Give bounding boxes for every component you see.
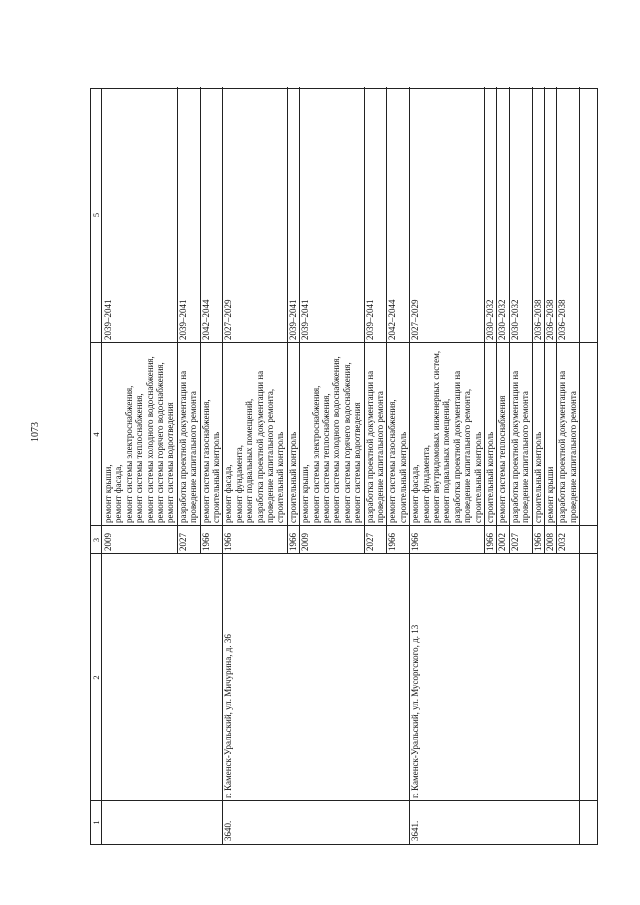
row-year: 2002	[497, 533, 508, 551]
row-period: 2042–2044	[200, 299, 211, 340]
row-period: 2030–2032	[485, 299, 495, 340]
row-period: 2039–2041	[364, 299, 375, 340]
work-line: ремонт системы теплоснабжения	[497, 395, 508, 523]
row-year: 1966	[287, 533, 298, 551]
row-period: 2039–2041	[300, 299, 311, 340]
column-divider	[91, 525, 597, 526]
work-line: строительный контроль	[472, 431, 483, 523]
work-line: ремонт системы газоснабжения,	[200, 399, 211, 523]
row-period: 2027–2029	[223, 299, 234, 340]
work-line: ремонт системы электроснабжения,	[310, 385, 321, 523]
work-line: строительный контроль	[211, 431, 221, 523]
header-cell: 5	[91, 212, 101, 218]
header-cell: 4	[91, 432, 101, 437]
row-period: 2036–2038	[532, 299, 543, 340]
work-line: проведение капитального ремонта	[188, 391, 199, 523]
work-line: разработка проектной документации на	[254, 370, 265, 523]
row-year: 1966	[410, 533, 421, 551]
work-line: разработка проектной документации на	[177, 370, 188, 523]
work-line: строительный контроль	[397, 431, 408, 523]
work-line: строительный контроль	[287, 431, 298, 523]
work-line: ремонт крыши,	[103, 464, 113, 523]
column-divider	[91, 342, 597, 343]
work-line: проведение капитального ремонта,	[265, 388, 275, 523]
row-year: 2027	[364, 533, 375, 551]
column-divider	[91, 800, 597, 801]
work-line: ремонт системы газоснабжения,	[387, 399, 398, 523]
section-divider	[579, 554, 580, 844]
header-cell: 3	[91, 537, 101, 543]
table-header	[91, 89, 102, 844]
work-line: проведение капитального ремонта	[520, 391, 531, 523]
header-cell: 1	[91, 820, 101, 825]
work-line: ремонт подвальных помещений,	[441, 398, 452, 523]
work-line: ремонт фундамента,	[233, 445, 244, 523]
work-line: ремонт системы холодного водоснабжения,	[331, 356, 342, 523]
row-period: 2030–2032	[509, 299, 520, 340]
work-line: разработка проектной документации на	[451, 370, 462, 523]
work-line: ремонт внутридомовых инженерных систем,	[431, 350, 441, 523]
work-line: ремонт системы холодного водоснабжения,	[144, 356, 155, 523]
work-line: строительный контроль	[485, 431, 495, 523]
capital-repair-table	[90, 88, 598, 845]
row-year: 2009	[103, 533, 113, 551]
work-line: строительный контроль	[275, 431, 286, 523]
row-period: 2030–2032	[497, 299, 508, 340]
object-address: г. Каменск-Уральский, ул. Мусоргского, д. 13	[410, 624, 421, 798]
work-line: ремонт крыши,	[300, 464, 311, 523]
row-divider	[579, 87, 580, 554]
row-year: 2027	[177, 533, 188, 551]
row-period: 2042–2044	[387, 299, 398, 340]
row-period: 2039–2041	[103, 299, 113, 340]
row-period: 2039–2041	[177, 299, 188, 340]
work-line: ремонт системы теплоснабжения,	[134, 393, 145, 523]
row-period: 2036–2038	[545, 299, 555, 340]
row-year: 1966	[223, 533, 234, 551]
work-line: ремонт фасада,	[223, 464, 234, 523]
row-year: 2009	[300, 533, 311, 551]
work-line: разработка проектной документации на	[509, 370, 520, 523]
work-line: строительный контроль	[532, 431, 543, 523]
work-line: ремонт системы электроснабжения,	[123, 385, 134, 523]
work-line: ремонт системы водоотведения	[165, 402, 176, 523]
column-divider	[91, 553, 597, 554]
work-line: проведение капитального ремонта	[375, 391, 385, 523]
work-line: проведение капитального ремонта,	[462, 388, 473, 523]
work-line: ремонт системы горячего водоснабжения,	[155, 362, 165, 523]
work-line: ремонт крыши	[545, 466, 555, 523]
object-number: 3641.	[410, 820, 421, 841]
row-year: 1966	[485, 533, 495, 551]
header-cell: 2	[91, 675, 101, 680]
row-period: 2036–2038	[557, 299, 568, 340]
work-line: ремонт фасада,	[113, 464, 124, 523]
work-line: ремонт системы водоотведения	[352, 402, 363, 523]
work-line: ремонт подвальных помещений,	[244, 398, 255, 523]
work-line: разработка проектной документации на	[557, 370, 568, 523]
object-address: г. Каменск-Уральский, ул. Мичурина, д. 36	[223, 634, 234, 798]
page-number: 1073	[30, 422, 41, 442]
work-line: ремонт системы теплоснабжения,	[321, 393, 331, 523]
work-line: ремонт системы горячего водоснабжения,	[341, 362, 352, 523]
work-line: разработка проектной документации на	[364, 370, 375, 523]
row-year: 2027	[509, 533, 520, 551]
row-year: 2032	[557, 533, 568, 551]
row-period: 2027–2029	[410, 299, 421, 340]
work-line: ремонт фасада,	[410, 464, 421, 523]
work-line: ремонт фундамента,	[420, 445, 431, 523]
row-year: 1966	[200, 533, 211, 551]
row-year: 2008	[545, 533, 555, 551]
row-period: 2039–2041	[287, 299, 298, 340]
row-year: 1966	[387, 533, 398, 551]
object-number: 3640.	[223, 820, 234, 841]
work-line: проведение капитального ремонта	[567, 391, 578, 523]
row-year: 1966	[532, 533, 543, 551]
